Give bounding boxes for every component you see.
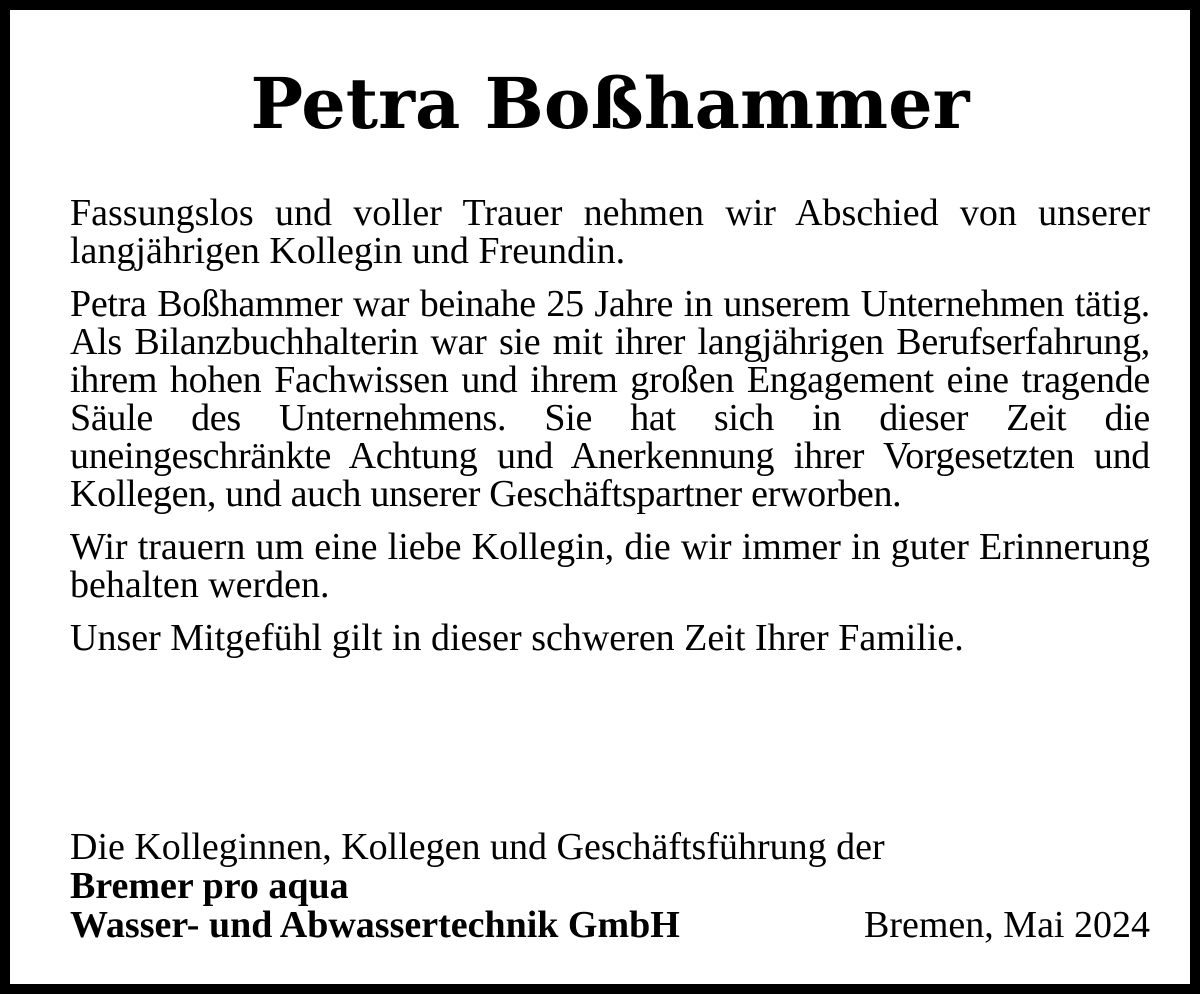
deceased-name: Petra Boßhammer (250, 62, 970, 145)
signature-final-row (70, 906, 1150, 945)
place-date: Bremen, Mai 2024 (863, 904, 1150, 946)
company-name-line-1: Bremer pro aqua (70, 865, 349, 907)
company-name-line-2: Wasser- und Abwassertechnik GmbH (70, 904, 680, 946)
paragraph-farewell: Fassungslos und voller Trauer nehmen wir Abschied von unserer langjährigen Kollegin und Freundin. (70, 192, 1150, 272)
notice-body (70, 194, 1150, 657)
paragraph-mourning: Wir trauern um eine liebe Kollegin, die wir immer in guter Erinnerung behalten werden. (70, 526, 1150, 606)
paragraph-condolence: Unser Mitgefühl gilt in dieser schweren Zeit Ihrer Familie. (70, 617, 964, 659)
notice-content (70, 10, 1150, 672)
paragraph-tribute: Petra Boßhammer war beinahe 25 Jahre in unserem Unternehmen tätig. Als Bilanzbuchhalterin war sie mit ihrer langjährigen Berufserfahrung, ihrem hohen Fachwissen und ihrem großen Engagement eine tragende Säule des Unternehmens. Sie hat sich in dieser Zeit die uneingeschränkte Achtung und Anerkennung ihrer Vorgesetzten und Kollegen, und auch unserer Geschäftspartner erworben. (70, 283, 1150, 515)
signature-block (70, 828, 1150, 945)
signature-intro: Die Kolleginnen, Kollegen und Geschäftsführung der (70, 826, 885, 868)
